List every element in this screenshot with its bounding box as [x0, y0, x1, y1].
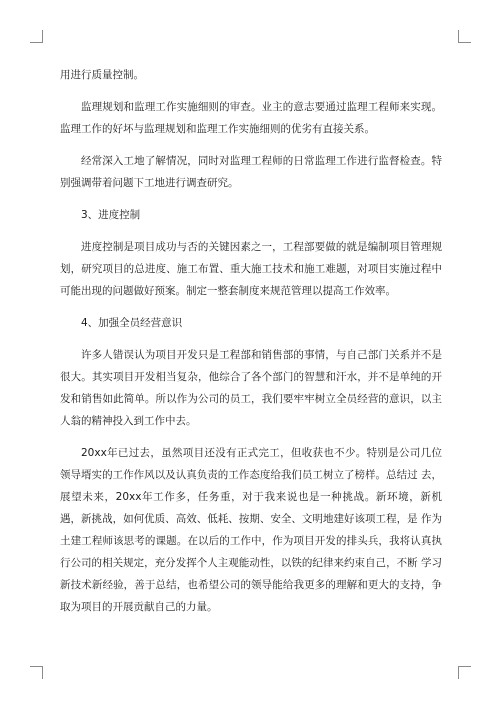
- paragraph-schedule-control: 进度控制是项目成功与否的关键因素之一，工程部要做的就是编制项目管理规划，研究项目的总进度、施工布置、重大施工技术和施工难题，对项目实施过程中可能出现的问题做好预案。制定一整套制度来规范管理以提高工作效率。: [60, 241, 442, 297]
- crop-mark-bottom-left: [30, 666, 43, 679]
- paragraph-quality-control-end: 用进行质量控制。: [60, 69, 144, 81]
- crop-mark-top-right: [458, 30, 471, 43]
- paragraph-site-inspection: 经常深入工地了解情况，同时对监理工程师的日常监理工作进行监督检查。特别强调带着问题下工地进行调查研究。: [60, 155, 442, 189]
- crop-mark-top-left: [30, 30, 43, 43]
- section-heading-schedule-control: 3、进度控制: [81, 209, 141, 221]
- paragraph-annual-summary: 20xx年已过去，虽然项目还没有正式完工，但收获也不少。特别是公司几位领导壻实的工作作风以及认真负责的工作态度给我们员工树立了榜样。总结过 去，展望未来，20xx年工作多，任务重，对于我来说也是一种挑战。新环境，新机遇，新挑战，如何优质、高效、低耗、按期、安全、文明地建好该项工程，是 作为土建工程师该思考的课题。在以后的工作中，作为项目开发的排头兵，我将认真执行公司的相关规定，充分发挥个人主观能动性，以铁的纪律来约束自己，不断 学习新技术新经验，善于总结，也希望公司的领导能给我更多的理解和更大的支持，争取为项目的开展贡献自己的力量。: [60, 447, 442, 613]
- section-heading-business-awareness: 4、加强全员经营意识: [81, 317, 183, 329]
- paragraph-supervision-review: 监理规划和监理工作实施细则的审查。业主的意志要通过监理工程师来实现。监理工作的好坏与监理规划和监理工作实施细则的优劣有直接关系。: [60, 101, 442, 135]
- paragraph-business-awareness: 许多人错误认为项目开发只是工程部和销售部的事情，与自己部门关系并不是很大。其实项目开发相当复杂，他综合了各个部门的智慧和汗水，并不是单纯的开发和销售如此简单。所以作为公司的员工，我们要牢牢树立全员经营的意识，以主人翁的精神投入到工作中去。: [60, 349, 442, 427]
- document-body: [60, 64, 442, 628]
- crop-mark-bottom-right: [458, 666, 471, 679]
